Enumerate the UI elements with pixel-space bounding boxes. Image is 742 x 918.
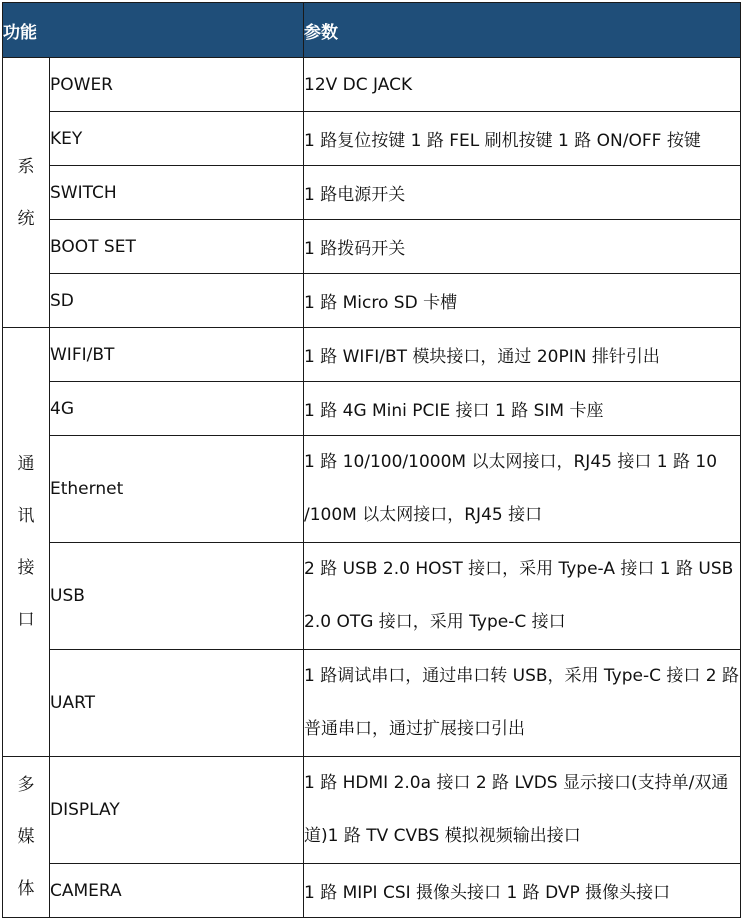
category-cell-communication: 通 讯 接 口 — [3, 328, 50, 757]
param-value: 1 路 HDMI 2.0a 接口 2 路 LVDS 显示接口(支持单/双通道)1 路 TV CVBS 模拟视频输出接口 — [304, 757, 741, 864]
param-value: 1 路拨码开关 — [304, 220, 741, 274]
function-name: BOOT SET — [50, 220, 304, 274]
function-name: SWITCH — [50, 166, 304, 220]
header-function: 功能 — [3, 3, 304, 58]
function-name: SD — [50, 274, 304, 328]
function-name: WIFI/BT — [50, 328, 304, 382]
function-name: DISPLAY — [50, 757, 304, 864]
table-row — [3, 274, 741, 328]
param-value: 1 路电源开关 — [304, 166, 741, 220]
table-row — [3, 112, 741, 166]
function-name: UART — [50, 650, 304, 757]
table-row — [3, 757, 741, 864]
table-row — [3, 166, 741, 220]
table-row — [3, 382, 741, 436]
param-value: 1 路 WIFI/BT 模块接口，通过 20PIN 排针引出 — [304, 328, 741, 382]
param-value: 1 路复位按键 1 路 FEL 刷机按键 1 路 ON/OFF 按键 — [304, 112, 741, 166]
function-name: USB — [50, 543, 304, 650]
function-name: Ethernet — [50, 436, 304, 543]
table-row — [3, 543, 741, 650]
function-name: 4G — [50, 382, 304, 436]
table-row — [3, 58, 741, 112]
table-row — [3, 650, 741, 757]
param-value: 1 路 Micro SD 卡槽 — [304, 274, 741, 328]
table-row — [3, 864, 741, 918]
param-value: 1 路 4G Mini PCIE 接口 1 路 SIM 卡座 — [304, 382, 741, 436]
table-row — [3, 328, 741, 382]
header-row — [3, 3, 741, 58]
category-cell-multimedia: 多 媒 体 — [3, 757, 50, 918]
function-name: KEY — [50, 112, 304, 166]
table-row — [3, 436, 741, 543]
function-name: POWER — [50, 58, 304, 112]
param-value: 1 路 10/100/1000M 以太网接口，RJ45 接口 1 路 10 /100M 以太网接口，RJ45 接口 — [304, 436, 741, 543]
header-param: 参数 — [304, 3, 741, 58]
param-value: 1 路 MIPI CSI 摄像头接口 1 路 DVP 摄像头接口 — [304, 864, 741, 918]
function-name: CAMERA — [50, 864, 304, 918]
param-value: 1 路调试串口，通过串口转 USB，采用 Type-C 接口 2 路普通串口，通过扩展接口引出 — [304, 650, 741, 757]
param-value: 2 路 USB 2.0 HOST 接口，采用 Type-A 接口 1 路 USB 2.0 OTG 接口，采用 Type-C 接口 — [304, 543, 741, 650]
param-value: 12V DC JACK — [304, 58, 741, 112]
category-cell-system: 系 统 — [3, 58, 50, 328]
spec-table — [2, 2, 741, 918]
table-row — [3, 220, 741, 274]
